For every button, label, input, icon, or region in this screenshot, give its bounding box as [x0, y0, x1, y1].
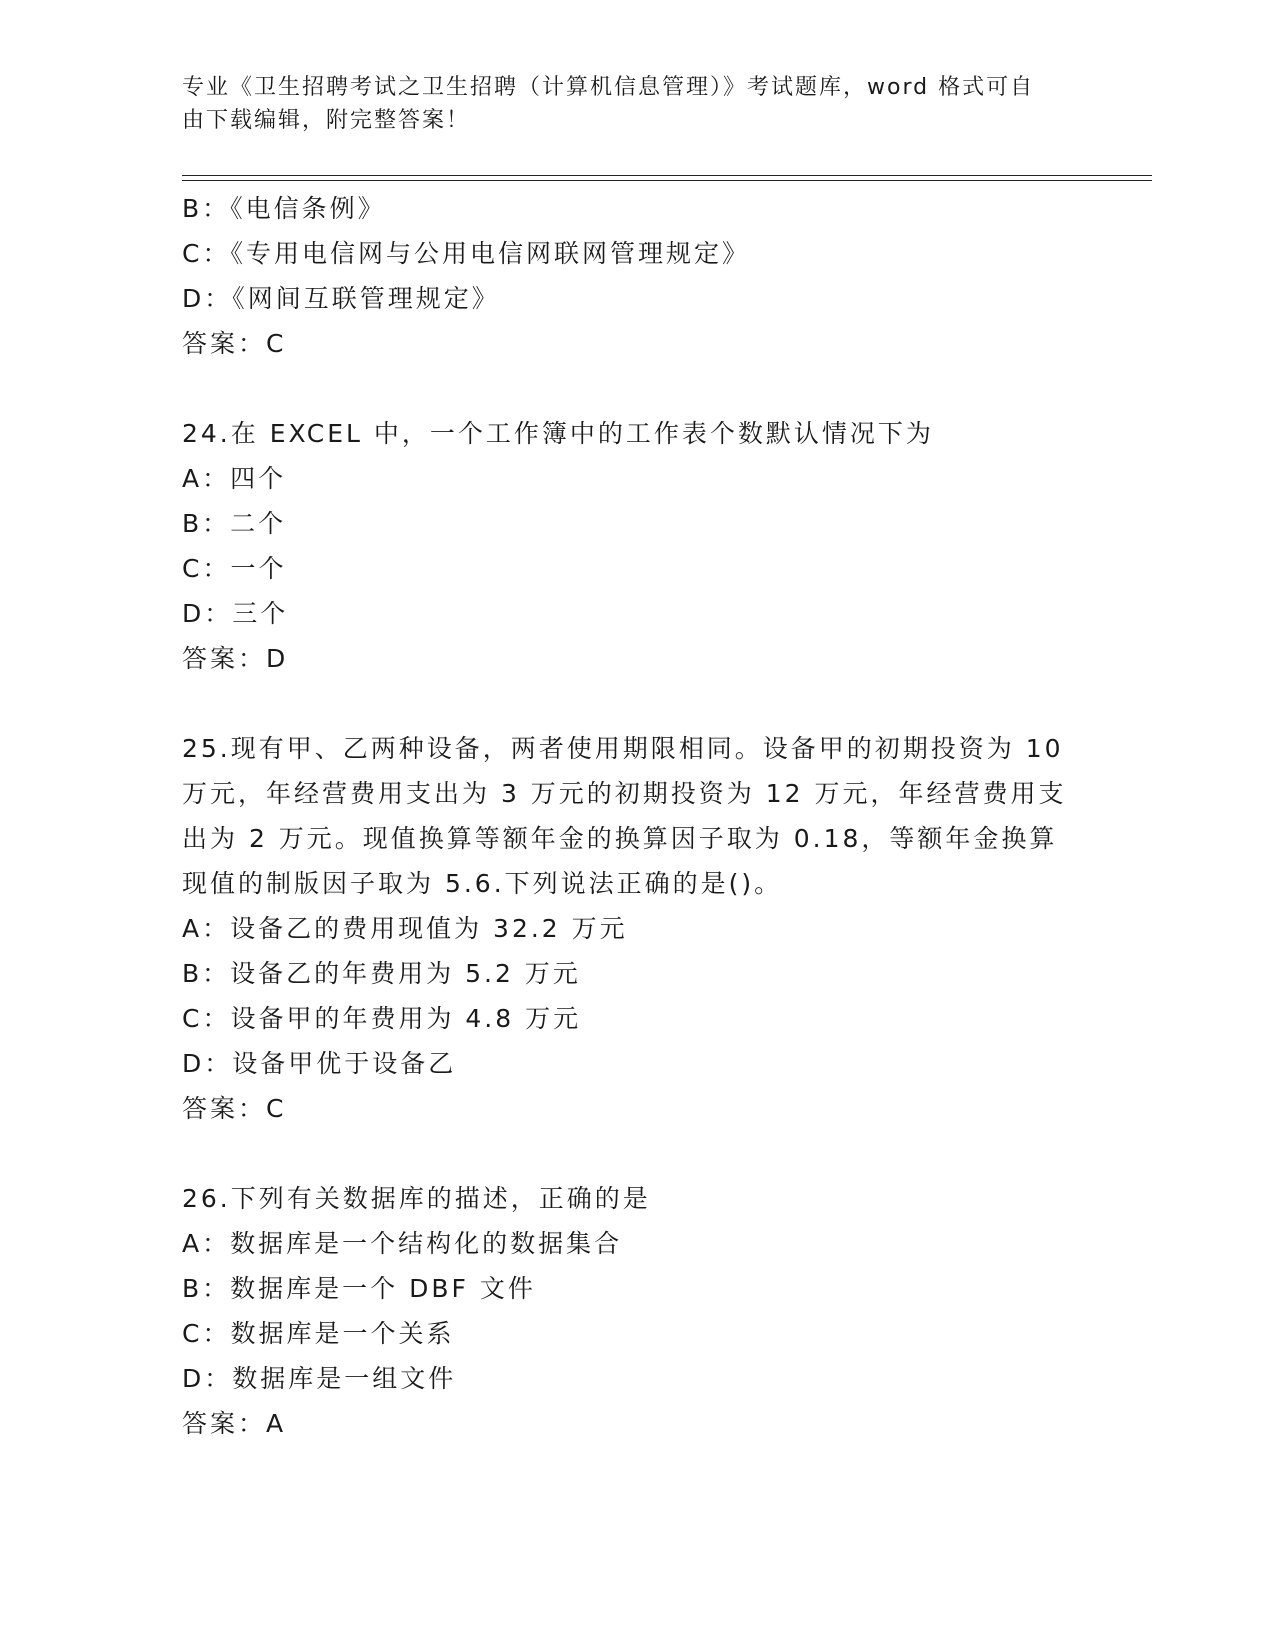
header-line-2: 由下载编辑，附完整答案！ [182, 108, 471, 133]
option-b: B：《电信条例》 [182, 194, 386, 223]
question-stem: 26.下列有关数据库的描述，正确的是 [182, 1184, 651, 1213]
question-list [182, 186, 1067, 1446]
option-b: B：二个 [182, 509, 287, 538]
option-d: D：数据库是一组文件 [182, 1364, 457, 1393]
option-b: B：数据库是一个 DBF 文件 [182, 1274, 536, 1303]
answer-line: 答案：D [182, 644, 289, 673]
answer-line: 答案：A [182, 1409, 287, 1438]
option-c: C：数据库是一个关系 [182, 1319, 455, 1348]
header-divider-top [182, 175, 1152, 176]
option-b: B：设备乙的年费用为 5.2 万元 [182, 959, 581, 988]
spacer [182, 1131, 1062, 1176]
answer-line: 答案：C [182, 1094, 287, 1123]
header-divider-bottom [182, 180, 1152, 181]
question-stem-line-1: 25.现有甲、乙两种设备，两者使用期限相同。设备甲的初期投资为 10 [182, 734, 1064, 763]
spacer [182, 366, 1062, 411]
option-a: A：设备乙的费用现值为 32.2 万元 [182, 914, 628, 943]
question-26 [182, 1176, 1062, 1446]
question-stem-line-4: 现值的制版因子取为 5.6.下列说法正确的是()。 [182, 869, 783, 898]
question-stem-line-3: 出为 2 万元。现值换算等额年金的换算因子取为 0.18，等额年金换算 [182, 824, 1058, 853]
spacer [182, 681, 1062, 726]
document-header [182, 71, 1062, 137]
option-c: C：一个 [182, 554, 287, 583]
option-a: A：数据库是一个结构化的数据集合 [182, 1229, 623, 1258]
option-c: C：《专用电信网与公用电信网联网管理规定》 [182, 239, 750, 268]
option-d: D：设备甲优于设备乙 [182, 1049, 457, 1078]
option-d: D：三个 [182, 599, 289, 628]
header-line-1: 专业《卫生招聘考试之卫生招聘（计算机信息管理）》考试题库，word 格式可自 [182, 75, 1035, 100]
option-c: C：设备甲的年费用为 4.8 万元 [182, 1004, 582, 1033]
question-23 [182, 186, 1062, 366]
question-24 [182, 411, 1062, 681]
answer-line: 答案：C [182, 329, 287, 358]
question-stem: 24.在 EXCEL 中，一个工作簿中的工作表个数默认情况下为 [182, 419, 934, 448]
option-a: A：四个 [182, 464, 287, 493]
question-25 [182, 726, 1067, 1131]
question-stem-line-2: 万元，年经营费用支出为 3 万元的初期投资为 12 万元，年经营费用支 [182, 779, 1067, 808]
option-d: D：《网间互联管理规定》 [182, 284, 500, 313]
